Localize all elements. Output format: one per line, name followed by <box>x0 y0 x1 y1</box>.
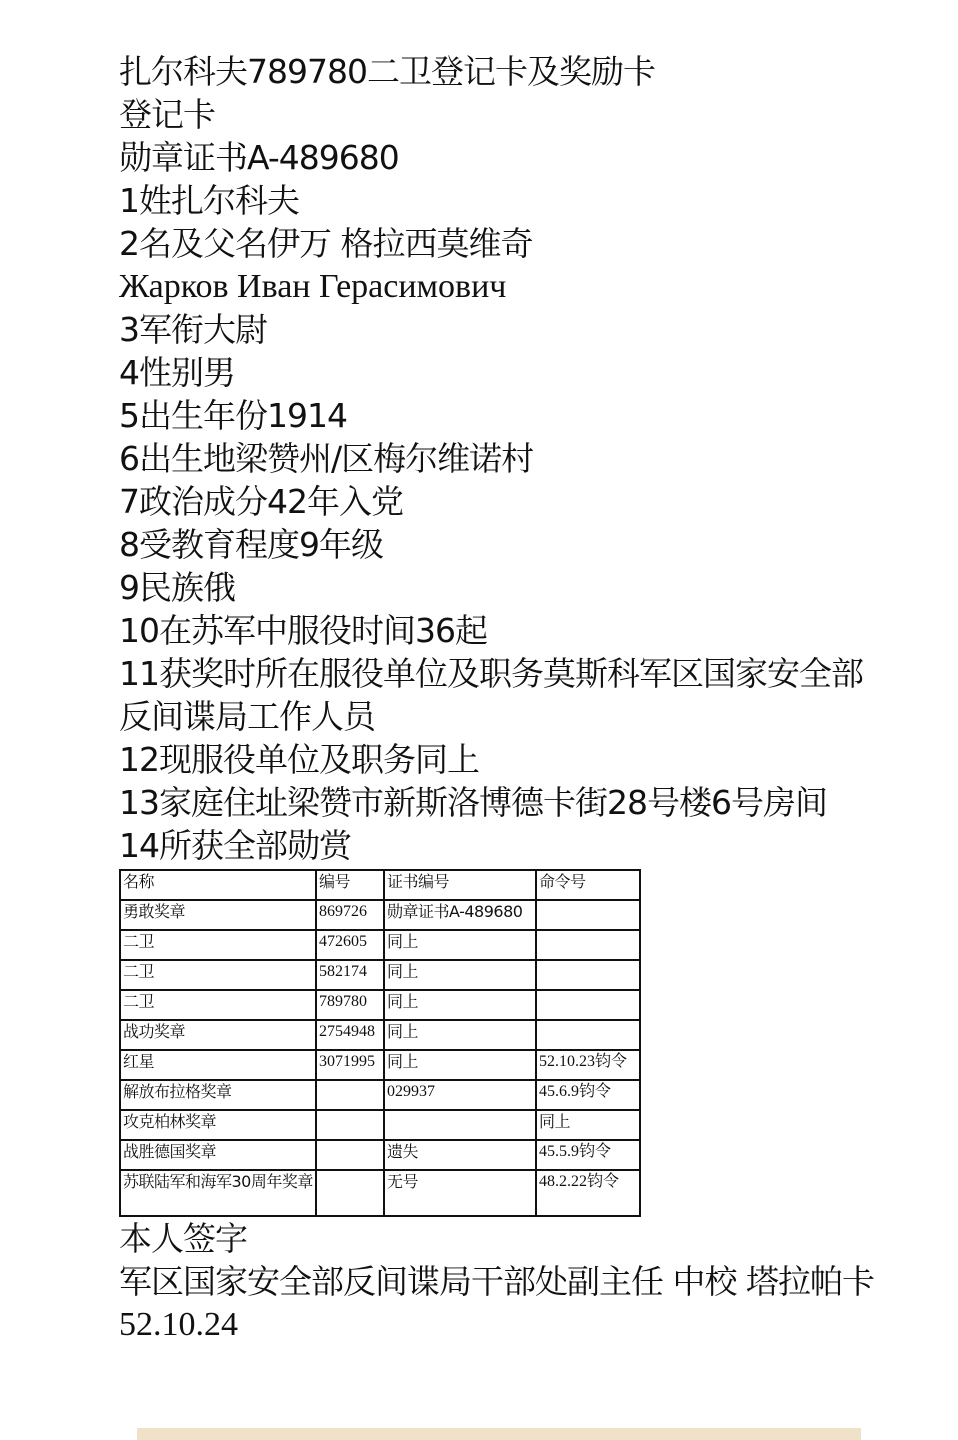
field-sex: 4性别男 <box>119 353 235 392</box>
field-name-patronymic: 2名及父名伊万 格拉西莫维奇 <box>119 224 533 263</box>
signature-label: 本人签字 <box>119 1219 247 1258</box>
field-education: 8受教育程度9年级 <box>119 525 383 564</box>
table-row: 战功奖章 2754948 同上 <box>120 1020 640 1050</box>
table-row: 红星 3071995 同上 52.10.23钧令 <box>120 1050 640 1080</box>
table-header-row <box>120 870 640 900</box>
header-order: 命令号 <box>536 870 640 900</box>
field-birthplace: 6出生地梁赞州/区梅尔维诺村 <box>119 439 534 478</box>
field-current-unit: 12现服役单位及职务同上 <box>119 740 479 779</box>
certificate-number: 勋章证书A-489680 <box>119 138 399 177</box>
table-row: 攻克柏林奖章 同上 <box>120 1110 640 1140</box>
field-rank: 3军衔大尉 <box>119 310 267 349</box>
field-surname: 1姓扎尔科夫 <box>119 181 299 220</box>
field-birth-year: 5出生年份1914 <box>119 396 347 435</box>
field-nationality: 9民族俄 <box>119 568 235 607</box>
signer: 军区国家安全部反间谍局干部处副主任 中校 塔拉帕卡 <box>119 1262 874 1301</box>
awards-table <box>119 869 641 1217</box>
table-row: 勇敢奖章 869726 勋章证书A-489680 <box>120 900 640 930</box>
registration-card-document <box>119 50 879 1346</box>
table-row: 二卫 789780 同上 <box>120 990 640 1020</box>
field-unit-at-award: 11获奖时所在服役单位及职务莫斯科军区国家安全部反间谍局工作人员 <box>119 654 863 736</box>
field-service-start: 10在苏军中服役时间36起 <box>119 611 487 650</box>
table-row: 二卫 472605 同上 <box>120 930 640 960</box>
field-name-russian: Жарков Иван Герасимович <box>119 268 507 305</box>
field-party: 7政治成分42年入党 <box>119 482 403 521</box>
header-number: 编号 <box>316 870 384 900</box>
table-row: 解放布拉格奖章 029937 45.6.9钧令 <box>120 1080 640 1110</box>
table-row: 战胜德国奖章 遗失 45.5.9钧令 <box>120 1140 640 1170</box>
document-title: 扎尔科夫789780二卫登记卡及奖励卡 <box>119 52 655 91</box>
table-row: 二卫 582174 同上 <box>120 960 640 990</box>
header-certificate: 证书编号 <box>384 870 536 900</box>
field-home-address: 13家庭住址梁赞市新斯洛博德卡街28号楼6号房间 <box>119 783 827 822</box>
card-subtitle: 登记卡 <box>119 95 215 134</box>
field-all-awards: 14所获全部勋赏 <box>119 826 351 865</box>
table-row: 苏联陆军和海军30周年奖章 无号 48.2.22钧令 <box>120 1170 640 1216</box>
date: 52.10.24 <box>119 1306 238 1343</box>
header-name: 名称 <box>120 870 316 900</box>
scanned-paper-edge <box>137 1428 861 1440</box>
